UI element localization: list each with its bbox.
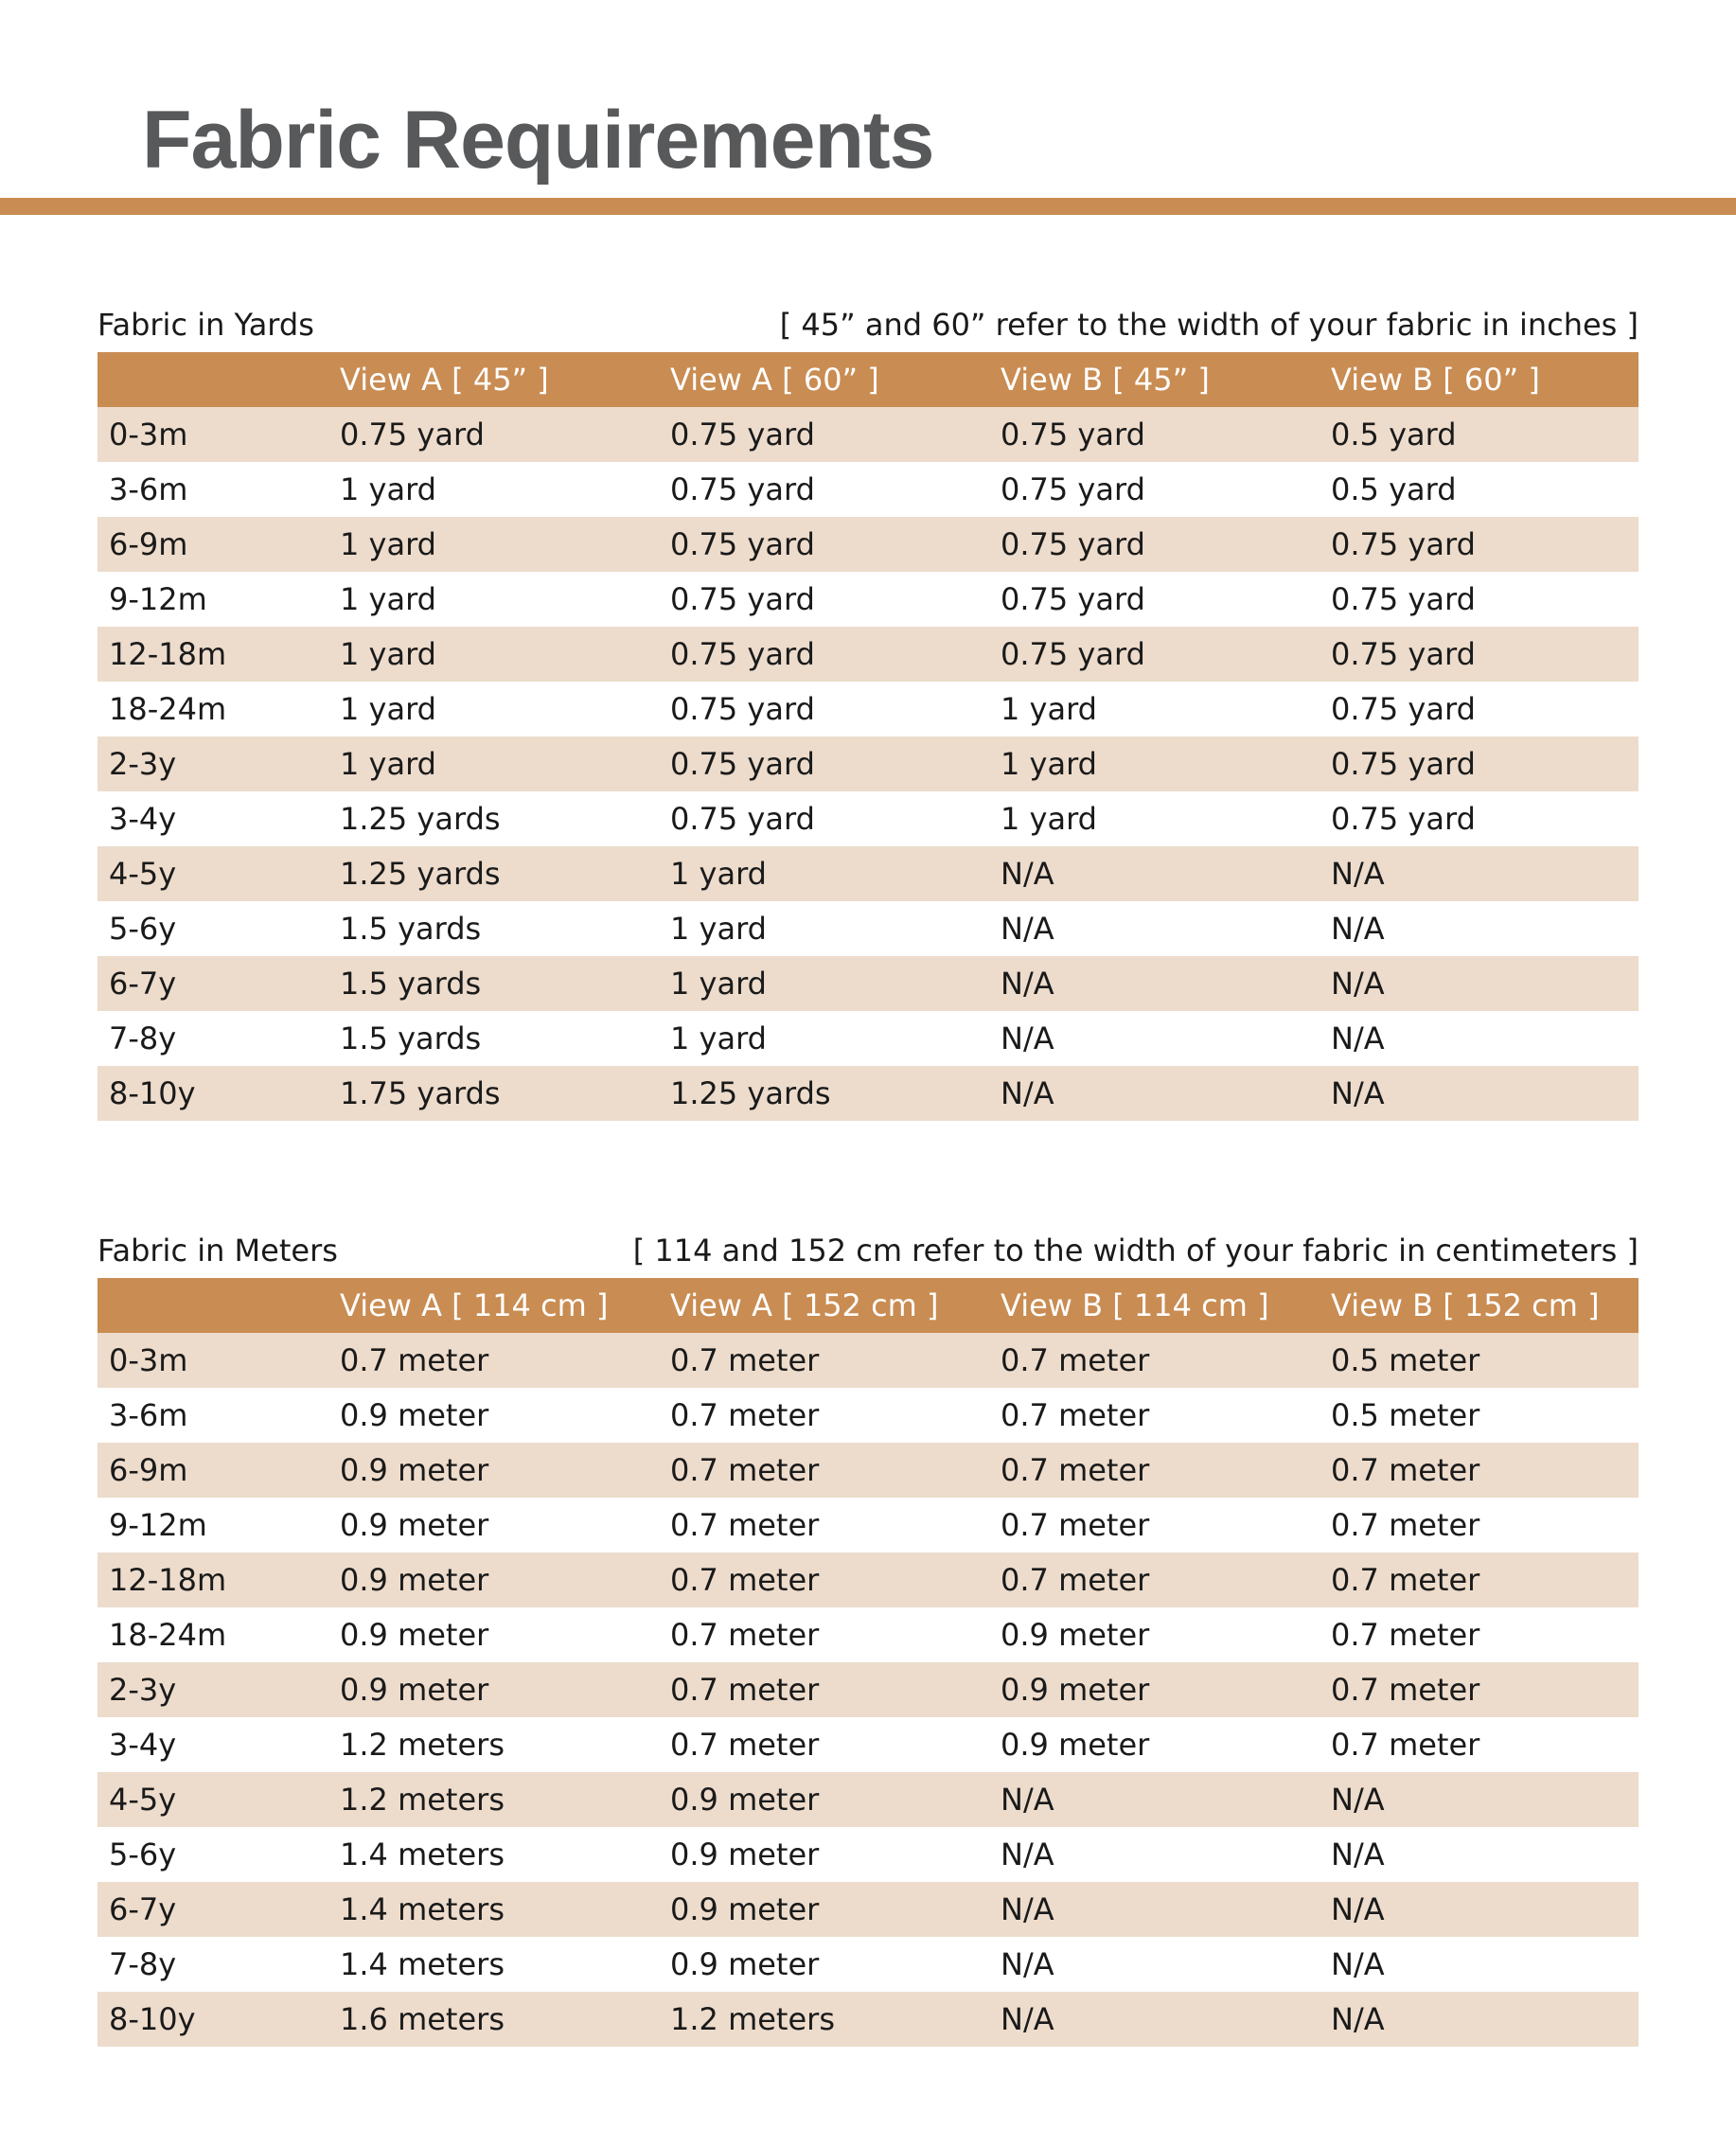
table-row xyxy=(97,1717,1639,1772)
amount-cell: 0.75 yard xyxy=(989,517,1320,572)
amount-cell: 1.5 yards xyxy=(328,956,659,1011)
amount-cell: N/A xyxy=(989,1937,1320,1992)
amount-cell: 1 yard xyxy=(659,846,989,901)
amount-cell: 0.75 yard xyxy=(659,736,989,791)
size-cell: 9-12m xyxy=(97,572,328,627)
amount-cell: 0.75 yard xyxy=(1320,572,1639,627)
amount-cell: 0.5 yard xyxy=(1320,407,1639,462)
amount-cell: 0.9 meter xyxy=(659,1882,989,1937)
amount-cell: 0.5 meter xyxy=(1320,1333,1639,1388)
table-row xyxy=(97,1443,1639,1498)
amount-cell: 1 yard xyxy=(659,956,989,1011)
meters-section-label: Fabric in Meters xyxy=(97,1233,338,1269)
table-row xyxy=(97,1553,1639,1607)
amount-cell: 0.7 meter xyxy=(659,1388,989,1443)
meters-header-row xyxy=(97,1278,1639,1333)
amount-cell: 0.75 yard xyxy=(659,682,989,736)
amount-cell: 0.9 meter xyxy=(989,1717,1320,1772)
amount-cell: N/A xyxy=(1320,846,1639,901)
amount-cell: 1 yard xyxy=(328,736,659,791)
yards-table xyxy=(97,352,1639,1121)
table-row xyxy=(97,1333,1639,1388)
yards-section-label: Fabric in Yards xyxy=(97,307,314,343)
amount-cell: N/A xyxy=(1320,1992,1639,2047)
size-cell: 7-8y xyxy=(97,1937,328,1992)
amount-cell: 1.25 yards xyxy=(328,846,659,901)
column-header: View B [ 45” ] xyxy=(1001,362,1210,398)
column-header: View B [ 152 cm ] xyxy=(1331,1287,1600,1323)
amount-cell: N/A xyxy=(1320,1937,1639,1992)
table-row xyxy=(97,846,1639,901)
amount-cell: N/A xyxy=(989,1066,1320,1121)
amount-cell: 0.75 yard xyxy=(659,791,989,846)
amount-cell: N/A xyxy=(1320,956,1639,1011)
amount-cell: 1.6 meters xyxy=(328,1992,659,2047)
amount-cell: N/A xyxy=(989,846,1320,901)
amount-cell: N/A xyxy=(989,901,1320,956)
amount-cell: 0.75 yard xyxy=(1320,791,1639,846)
size-cell: 2-3y xyxy=(97,1662,328,1717)
amount-cell: 0.7 meter xyxy=(989,1388,1320,1443)
amount-cell: N/A xyxy=(1320,901,1639,956)
column-header: View B [ 60” ] xyxy=(1331,362,1540,398)
amount-cell: 0.7 meter xyxy=(328,1333,659,1388)
amount-cell: 1 yard xyxy=(989,791,1320,846)
size-cell: 3-4y xyxy=(97,1717,328,1772)
amount-cell: 1.4 meters xyxy=(328,1827,659,1882)
amount-cell: 1 yard xyxy=(328,682,659,736)
table-row xyxy=(97,1827,1639,1882)
amount-cell: 0.9 meter xyxy=(328,1388,659,1443)
amount-cell: N/A xyxy=(1320,1827,1639,1882)
table-row xyxy=(97,736,1639,791)
amount-cell: 0.7 meter xyxy=(659,1662,989,1717)
size-cell: 6-7y xyxy=(97,1882,328,1937)
amount-cell: 0.75 yard xyxy=(659,517,989,572)
amount-cell: 0.7 meter xyxy=(1320,1498,1639,1553)
table-row xyxy=(97,682,1639,736)
amount-cell: 0.75 yard xyxy=(328,407,659,462)
size-cell: 3-6m xyxy=(97,462,328,517)
size-cell: 7-8y xyxy=(97,1011,328,1066)
meters-table-body xyxy=(97,1333,1639,2047)
amount-cell: N/A xyxy=(989,1882,1320,1937)
table-row xyxy=(97,627,1639,682)
title-rule xyxy=(0,198,1736,215)
size-cell: 0-3m xyxy=(97,1333,328,1388)
page-title: Fabric Requirements xyxy=(142,95,934,186)
amount-cell: 0.7 meter xyxy=(989,1333,1320,1388)
amount-cell: 0.7 meter xyxy=(989,1553,1320,1607)
table-row xyxy=(97,956,1639,1011)
amount-cell: 0.7 meter xyxy=(1320,1443,1639,1498)
size-cell: 6-9m xyxy=(97,1443,328,1498)
column-header: View A [ 114 cm ] xyxy=(340,1287,609,1323)
amount-cell: N/A xyxy=(989,1827,1320,1882)
amount-cell: N/A xyxy=(1320,1772,1639,1827)
size-cell: 12-18m xyxy=(97,1553,328,1607)
yards-table-header xyxy=(97,352,1639,407)
amount-cell: N/A xyxy=(989,956,1320,1011)
table-row xyxy=(97,1937,1639,1992)
size-cell: 0-3m xyxy=(97,407,328,462)
amount-cell: 0.9 meter xyxy=(989,1607,1320,1662)
size-cell: 3-4y xyxy=(97,791,328,846)
table-row xyxy=(97,1772,1639,1827)
amount-cell: 0.9 meter xyxy=(328,1662,659,1717)
amount-cell: 0.9 meter xyxy=(328,1498,659,1553)
table-row xyxy=(97,1011,1639,1066)
yards-header-row xyxy=(97,352,1639,407)
table-row xyxy=(97,1992,1639,2047)
amount-cell: N/A xyxy=(989,1992,1320,2047)
size-cell: 4-5y xyxy=(97,1772,328,1827)
amount-cell: 0.7 meter xyxy=(659,1333,989,1388)
amount-cell: 0.7 meter xyxy=(659,1498,989,1553)
amount-cell: 0.7 meter xyxy=(659,1607,989,1662)
amount-cell: 1.75 yards xyxy=(328,1066,659,1121)
amount-cell: 1.5 yards xyxy=(328,1011,659,1066)
amount-cell: 1.2 meters xyxy=(328,1717,659,1772)
amount-cell: 0.75 yard xyxy=(659,627,989,682)
amount-cell: 1.25 yards xyxy=(328,791,659,846)
column-header: View A [ 45” ] xyxy=(340,362,549,398)
amount-cell: 1.4 meters xyxy=(328,1882,659,1937)
amount-cell: 1.25 yards xyxy=(659,1066,989,1121)
amount-cell: 0.9 meter xyxy=(328,1443,659,1498)
size-column-header xyxy=(97,1278,328,1333)
amount-cell: 1 yard xyxy=(328,627,659,682)
amount-cell: N/A xyxy=(1320,1882,1639,1937)
amount-cell: 1 yard xyxy=(659,1011,989,1066)
amount-cell: 0.9 meter xyxy=(659,1937,989,1992)
meters-table xyxy=(97,1278,1639,2047)
amount-cell: 1 yard xyxy=(328,572,659,627)
amount-cell: N/A xyxy=(1320,1066,1639,1121)
amount-cell: 0.9 meter xyxy=(989,1662,1320,1717)
amount-cell: 1 yard xyxy=(989,736,1320,791)
amount-cell: 0.7 meter xyxy=(989,1443,1320,1498)
amount-cell: 0.9 meter xyxy=(328,1607,659,1662)
size-cell: 18-24m xyxy=(97,1607,328,1662)
amount-cell: 1 yard xyxy=(328,517,659,572)
amount-cell: 0.75 yard xyxy=(1320,627,1639,682)
amount-cell: 1.2 meters xyxy=(659,1992,989,2047)
size-cell: 8-10y xyxy=(97,1066,328,1121)
size-cell: 2-3y xyxy=(97,736,328,791)
amount-cell: 0.7 meter xyxy=(659,1443,989,1498)
amount-cell: 0.75 yard xyxy=(989,462,1320,517)
yards-table-body xyxy=(97,407,1639,1121)
amount-cell: 1.2 meters xyxy=(328,1772,659,1827)
amount-cell: 0.75 yard xyxy=(659,407,989,462)
size-cell: 3-6m xyxy=(97,1388,328,1443)
amount-cell: 0.7 meter xyxy=(989,1498,1320,1553)
size-column-header xyxy=(97,352,328,407)
table-row xyxy=(97,407,1639,462)
amount-cell: 1 yard xyxy=(659,901,989,956)
amount-cell: 0.7 meter xyxy=(1320,1662,1639,1717)
meters-section-note: [ 114 and 152 cm refer to the width of your fabric in centimeters ] xyxy=(632,1233,1639,1269)
table-row xyxy=(97,517,1639,572)
amount-cell: 0.75 yard xyxy=(989,627,1320,682)
amount-cell: N/A xyxy=(1320,1011,1639,1066)
table-row xyxy=(97,1607,1639,1662)
table-row xyxy=(97,572,1639,627)
column-header: View A [ 152 cm ] xyxy=(670,1287,939,1323)
yards-section-note: [ 45” and 60” refer to the width of your fabric in inches ] xyxy=(779,307,1639,343)
amount-cell: 0.7 meter xyxy=(659,1717,989,1772)
amount-cell: 0.9 meter xyxy=(328,1553,659,1607)
amount-cell: 0.7 meter xyxy=(1320,1717,1639,1772)
amount-cell: 0.5 yard xyxy=(1320,462,1639,517)
amount-cell: 0.7 meter xyxy=(1320,1607,1639,1662)
size-cell: 4-5y xyxy=(97,846,328,901)
amount-cell: 1.4 meters xyxy=(328,1937,659,1992)
amount-cell: 0.9 meter xyxy=(659,1772,989,1827)
amount-cell: 0.7 meter xyxy=(1320,1553,1639,1607)
yards-section-header xyxy=(97,297,1639,352)
meters-table-header xyxy=(97,1278,1639,1333)
amount-cell: N/A xyxy=(989,1011,1320,1066)
table-row xyxy=(97,791,1639,846)
meters-section xyxy=(97,1223,1639,2047)
amount-cell: 0.75 yard xyxy=(1320,682,1639,736)
amount-cell: N/A xyxy=(989,1772,1320,1827)
amount-cell: 0.75 yard xyxy=(659,462,989,517)
amount-cell: 0.75 yard xyxy=(989,407,1320,462)
table-row xyxy=(97,1882,1639,1937)
amount-cell: 0.75 yard xyxy=(1320,517,1639,572)
column-header: View B [ 114 cm ] xyxy=(1001,1287,1269,1323)
amount-cell: 0.7 meter xyxy=(659,1553,989,1607)
yards-section xyxy=(97,297,1639,1121)
table-row xyxy=(97,1388,1639,1443)
amount-cell: 0.75 yard xyxy=(1320,736,1639,791)
size-cell: 5-6y xyxy=(97,1827,328,1882)
size-cell: 18-24m xyxy=(97,682,328,736)
table-row xyxy=(97,1662,1639,1717)
meters-section-header xyxy=(97,1223,1639,1278)
table-row xyxy=(97,1066,1639,1121)
amount-cell: 1.5 yards xyxy=(328,901,659,956)
amount-cell: 1 yard xyxy=(328,462,659,517)
size-cell: 8-10y xyxy=(97,1992,328,2047)
size-cell: 5-6y xyxy=(97,901,328,956)
column-header: View A [ 60” ] xyxy=(670,362,879,398)
size-cell: 6-9m xyxy=(97,517,328,572)
size-cell: 9-12m xyxy=(97,1498,328,1553)
amount-cell: 0.75 yard xyxy=(989,572,1320,627)
amount-cell: 0.9 meter xyxy=(659,1827,989,1882)
amount-cell: 0.75 yard xyxy=(659,572,989,627)
table-row xyxy=(97,462,1639,517)
amount-cell: 0.5 meter xyxy=(1320,1388,1639,1443)
size-cell: 6-7y xyxy=(97,956,328,1011)
size-cell: 12-18m xyxy=(97,627,328,682)
table-row xyxy=(97,1498,1639,1553)
amount-cell: 1 yard xyxy=(989,682,1320,736)
table-row xyxy=(97,901,1639,956)
